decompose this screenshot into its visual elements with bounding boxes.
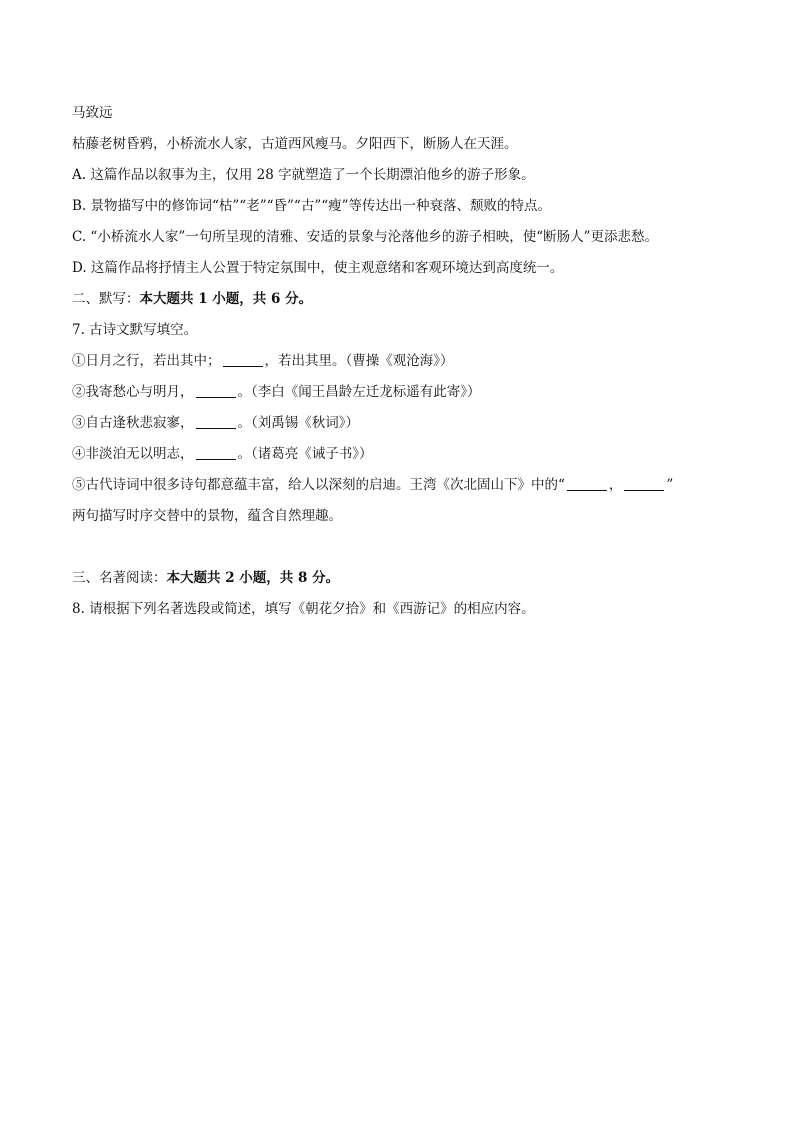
section-3-heading: [72, 563, 732, 594]
option-d: D. 这篇作品将抒情主人公置于特定氛围中，使主观意绪和客观环境达到高度统一。: [72, 260, 564, 276]
poem-text: 枯藤老树昏鸦，小桥流水人家，古道西风瘦马。夕阳西下，断肠人在天涯。: [72, 136, 518, 152]
item-1-after: ，若出其里。（曹操《观沧海》）: [264, 353, 454, 369]
spacer: [72, 532, 732, 563]
option-c: C. “小桥流水人家”一句所呈现的清雅、安适的景象与沦落他乡的游子相映，使“断肠人”更添悲愁。: [72, 229, 659, 245]
item-5-part1: ⑤古代诗词中很多诗句都意蕴丰富，给人以深刻的启迪。王湾《次北固山下》中的“: [72, 477, 565, 493]
section-3-title: 本大题共 2 小题，共 8 分。: [166, 570, 340, 586]
question-7-item-2: [72, 377, 732, 408]
item-5-part2: ”: [666, 477, 674, 493]
item-1-before: ①日月之行，若出其中；: [72, 353, 221, 369]
item-3-after: 。（刘禹锡《秋词》）: [237, 415, 359, 431]
section-2-prefix: 二、默写：: [72, 291, 140, 307]
question-7-item-3: [72, 408, 732, 439]
answer-blank-1[interactable]: [223, 352, 263, 367]
item-3-before: ③自古逢秋悲寂寥，: [72, 415, 194, 431]
document-page: [72, 98, 732, 625]
section-3-prefix: 三、名著阅读：: [72, 570, 167, 586]
poem-author: 马致远: [72, 105, 113, 121]
option-b: B. 景物描写中的修饰词“枯”“老”“昏”“古”“瘦”等传达出一种衰落、颓败的特点。: [72, 198, 552, 214]
question-7-title: 7. 古诗文默写填空。: [72, 322, 198, 338]
option-a: A. 这篇作品以叙事为主，仅用 28 字就塑造了一个长期漂泊他乡的游子形象。: [72, 167, 535, 183]
item-4-before: ④非淡泊无以明志，: [72, 446, 194, 462]
question-7-item-5: [72, 470, 732, 501]
answer-blank-3[interactable]: [196, 414, 236, 429]
answer-blank-2[interactable]: [196, 383, 236, 398]
question-8-title: 8. 请根据下列名著选段或简述，填写《朝花夕拾》和《西游记》的相应内容。: [72, 601, 535, 617]
answer-blank-5b[interactable]: [624, 476, 664, 491]
item-5-sep: ，: [608, 477, 623, 493]
answer-blank-4[interactable]: [196, 445, 236, 460]
section-2-title: 本大题共 1 小题，共 6 分。: [139, 291, 313, 307]
section-2-heading: [72, 284, 732, 315]
answer-blank-5a[interactable]: [567, 476, 607, 491]
question-7-item-5-line2: 两句描写时序交替中的景物，蕴含自然理趣。: [72, 508, 342, 524]
item-2-before: ②我寄愁心与明月，: [72, 384, 194, 400]
item-4-after: 。（诸葛亮《诫子书》）: [237, 446, 373, 462]
item-2-after: 。（李白《闻王昌龄左迁龙标遥有此寄》）: [237, 384, 481, 400]
question-7-item-4: [72, 439, 732, 470]
question-7-item-1: [72, 346, 732, 377]
